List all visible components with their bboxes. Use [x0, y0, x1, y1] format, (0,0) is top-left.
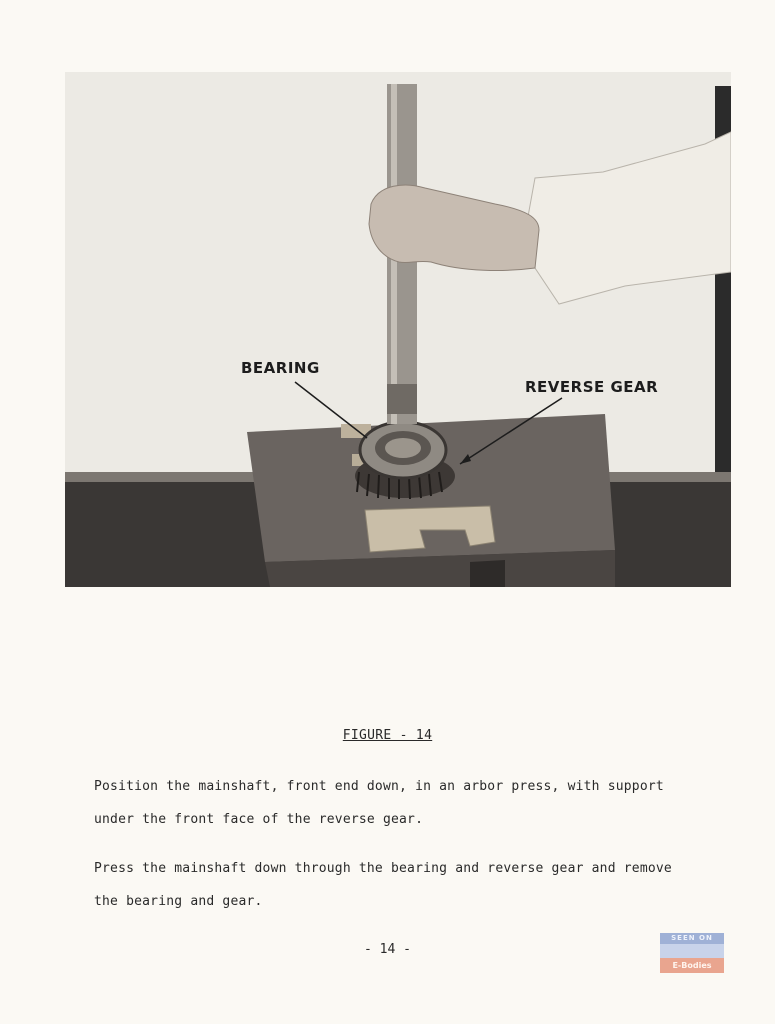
instruction-paragraph-2: Press the mainshaft down through the bearing and reverse gear and remove the bearing and gear.: [94, 861, 672, 909]
figure-photo: [65, 72, 731, 587]
watermark-mountain-icon: [660, 944, 724, 958]
page-number: - 14 -: [364, 942, 411, 957]
watermark-bottom-text: E-Bodies: [660, 958, 724, 973]
reverse-gear-callout-label: REVERSE GEAR: [525, 378, 659, 396]
figure-caption: FIGURE - 14: [342, 728, 433, 743]
watermark-logo: [660, 933, 724, 973]
instruction-paragraph-1: Position the mainshaft, front end down, in an arbor press, with support under the front face of the reverse gear.: [94, 779, 664, 827]
watermark-top-text: SEEN ON: [660, 933, 724, 944]
bearing-callout-label: BEARING: [241, 359, 320, 377]
arbor-press-photo: [65, 72, 731, 587]
